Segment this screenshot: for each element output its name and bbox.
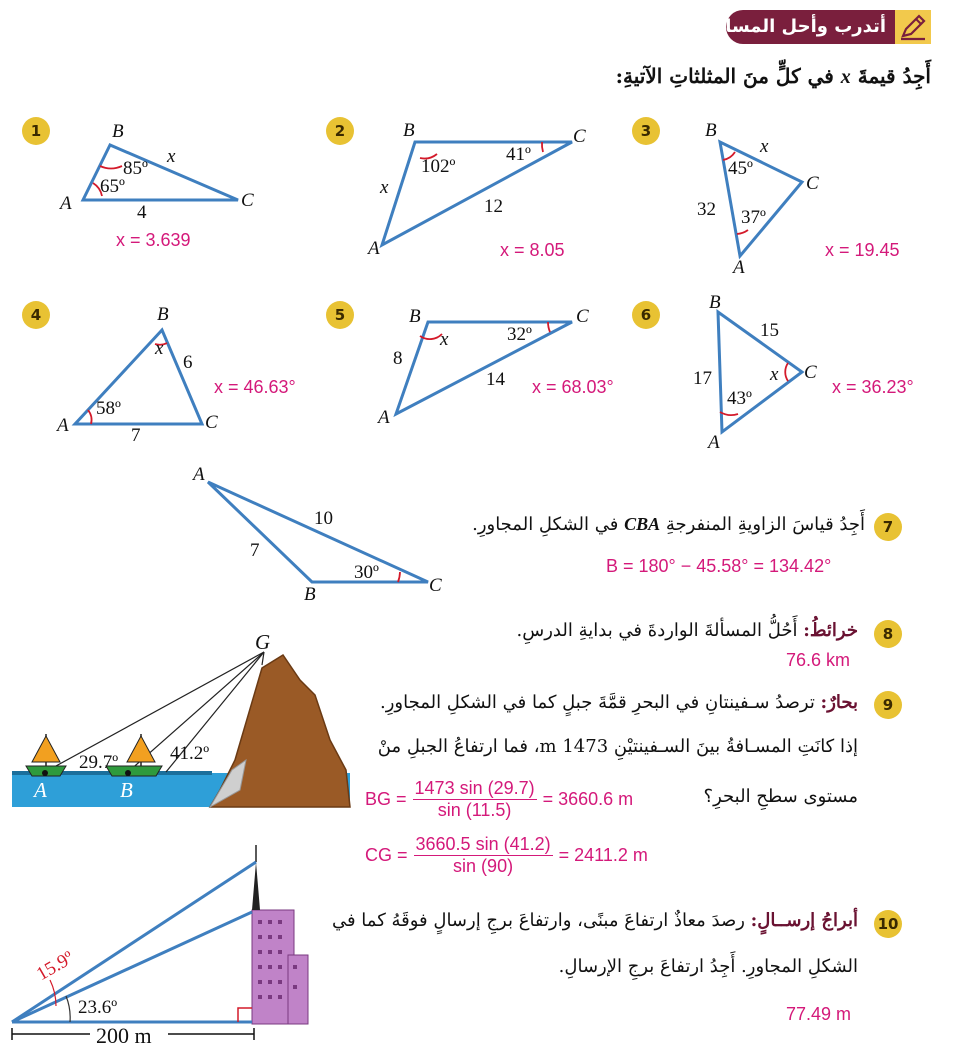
side-label: x: [167, 146, 176, 167]
problem-3-answer: x = 19.45: [825, 240, 900, 260]
problem-9-line1: بحارٌ: ترصدُ سـفينتانِ في البحرِ قمَّةَ جبلٍ كما في الشكلِ المجاورِ.: [379, 692, 858, 713]
problem-2-badge: 2: [326, 117, 354, 145]
vertex-label: A: [193, 464, 205, 485]
angle-label: 23.6º: [78, 997, 118, 1018]
angle-label: 32º: [507, 324, 532, 345]
triangle-4: [75, 330, 202, 424]
vertex-label: B: [157, 304, 169, 325]
problem-4-answer: x = 46.63°: [214, 377, 296, 397]
side-label: 4: [137, 202, 147, 223]
vertex-label: C: [576, 306, 589, 327]
vertex-label: A: [733, 257, 745, 278]
vertex-label: G: [255, 630, 271, 654]
problem-7-text: أَجِدُ قياسَ الزاويةِ المنفرجةِ CBA في الشكلِ المجاورِ.: [472, 514, 865, 535]
vertex-label: A: [708, 432, 720, 453]
side-label: x: [760, 136, 769, 157]
side-label: 7: [250, 540, 260, 561]
vertex-label: B: [705, 120, 717, 141]
side-label: 32: [697, 199, 716, 220]
problem-9-equation-1: BG = $\frac{1473 \sin (29.7)}{\sin (11.5)}$ = 3660.6 m: [365, 778, 634, 820]
problem-2-answer: x = 8.05: [500, 240, 565, 260]
side-label: 14: [486, 369, 505, 390]
angle-label: 102º: [421, 156, 456, 177]
problem-8-badge: 8: [874, 620, 902, 648]
vertex-label: C: [241, 190, 254, 211]
side-label: 15: [760, 320, 779, 341]
tower: [252, 845, 260, 910]
angle-label: 58º: [96, 398, 121, 419]
angle-label: 85º: [123, 158, 148, 179]
problem-9-badge: 9: [874, 691, 902, 719]
triangle-7: [208, 482, 428, 582]
problem-10-answer: 77.49 m: [786, 1004, 852, 1024]
problem-10-line1: أبراجُ إرســالٍ: رصدَ معاذٌ ارتفاعَ مبنًى، وارتفاعَ برجِ إرسالٍ فوقَهُ كما في: [331, 910, 858, 931]
vertex-label: C: [804, 362, 817, 383]
side-label: 12: [484, 196, 503, 217]
side-label: x: [380, 177, 389, 198]
side-label: 17: [693, 368, 712, 389]
problem-10-badge: 10: [874, 910, 902, 938]
angle-label: 45º: [728, 158, 753, 179]
side-label: 8: [393, 348, 403, 369]
triangle-5: [396, 322, 572, 414]
angle-label: 15.9º: [33, 947, 78, 986]
side-label: 7: [131, 425, 141, 446]
problem-4-badge: 4: [22, 301, 50, 329]
problem-3-badge: 3: [632, 117, 660, 145]
problem-9-equation-2: CG = $\frac{3660.5 \sin (41.2)}{\sin (90)}$ = 2411.2 m: [365, 834, 648, 876]
vertex-label: A: [57, 415, 69, 436]
side-label: 10: [314, 508, 333, 529]
problem-6-answer: x = 36.23°: [832, 377, 914, 397]
vertex-label: C: [573, 126, 586, 147]
angle-label: 41.2º: [170, 743, 210, 764]
angle-label: 29.7º: [79, 752, 119, 773]
triangle-2: [382, 142, 572, 245]
vertex-label: C: [205, 412, 218, 433]
angle-label: 30º: [354, 562, 379, 583]
vertex-label: C: [429, 575, 442, 596]
problem-8-text: خرائطُ: أَحُلُّ المسألةَ الواردةَ في بدايةِ الدرسِ.: [516, 620, 858, 641]
angle-label: x: [440, 329, 449, 350]
problem-8-answer: 76.6 km: [786, 650, 851, 670]
angle-label: 43º: [727, 388, 752, 409]
instruction-text: أَجِدُ قيمةَ x في كلٍّ منَ المثلثاتِ الآتيةِ:: [615, 64, 931, 88]
section-title: أتدرب وأحل المسائل: [702, 16, 886, 37]
vertex-label: A: [368, 238, 380, 259]
vertex-label: B: [304, 584, 316, 605]
problem-5-answer: x = 68.03°: [532, 377, 614, 397]
problem-5-badge: 5: [326, 301, 354, 329]
problem-7-badge: 7: [874, 513, 902, 541]
side-label: 6: [183, 352, 193, 373]
problem-9-line2: إذا كانَتِ المسـافةُ بينَ السـفينتيْنِ 1473 m، فما ارتفاعُ الجبلِ منْ: [377, 736, 858, 757]
problem-7-answer: B = 180° − 45.58° = 134.42°: [606, 556, 832, 576]
problem-10-line2: الشكلِ المجاورِ. أَجِدُ ارتفاعَ برجِ الإرسالِ.: [558, 956, 858, 977]
problem-6-badge: 6: [632, 301, 660, 329]
angle-label: 65º: [100, 176, 125, 197]
vertex-label: B: [709, 292, 721, 313]
distance-label: 200 m: [96, 1023, 152, 1048]
angle-label: x: [155, 338, 164, 359]
vertex-label: B: [403, 120, 415, 141]
angle-label: x: [770, 364, 779, 385]
problem-9-line3: مستوى سطحِ البحرِ؟: [703, 786, 858, 807]
vertex-label: B: [120, 778, 133, 802]
vertex-label: B: [112, 121, 124, 142]
building: [252, 910, 308, 1024]
boat-a: [26, 734, 66, 776]
angle-label: 37º: [741, 207, 766, 228]
vertex-label: A: [60, 193, 72, 214]
vertex-label: B: [409, 306, 421, 327]
vertex-label: A: [378, 407, 390, 428]
problem-1-answer: x = 3.639: [116, 230, 191, 250]
vertex-label: A: [34, 778, 47, 802]
angle-label: 41º: [506, 144, 531, 165]
vertex-label: C: [806, 173, 819, 194]
problem-1-badge: 1: [22, 117, 50, 145]
